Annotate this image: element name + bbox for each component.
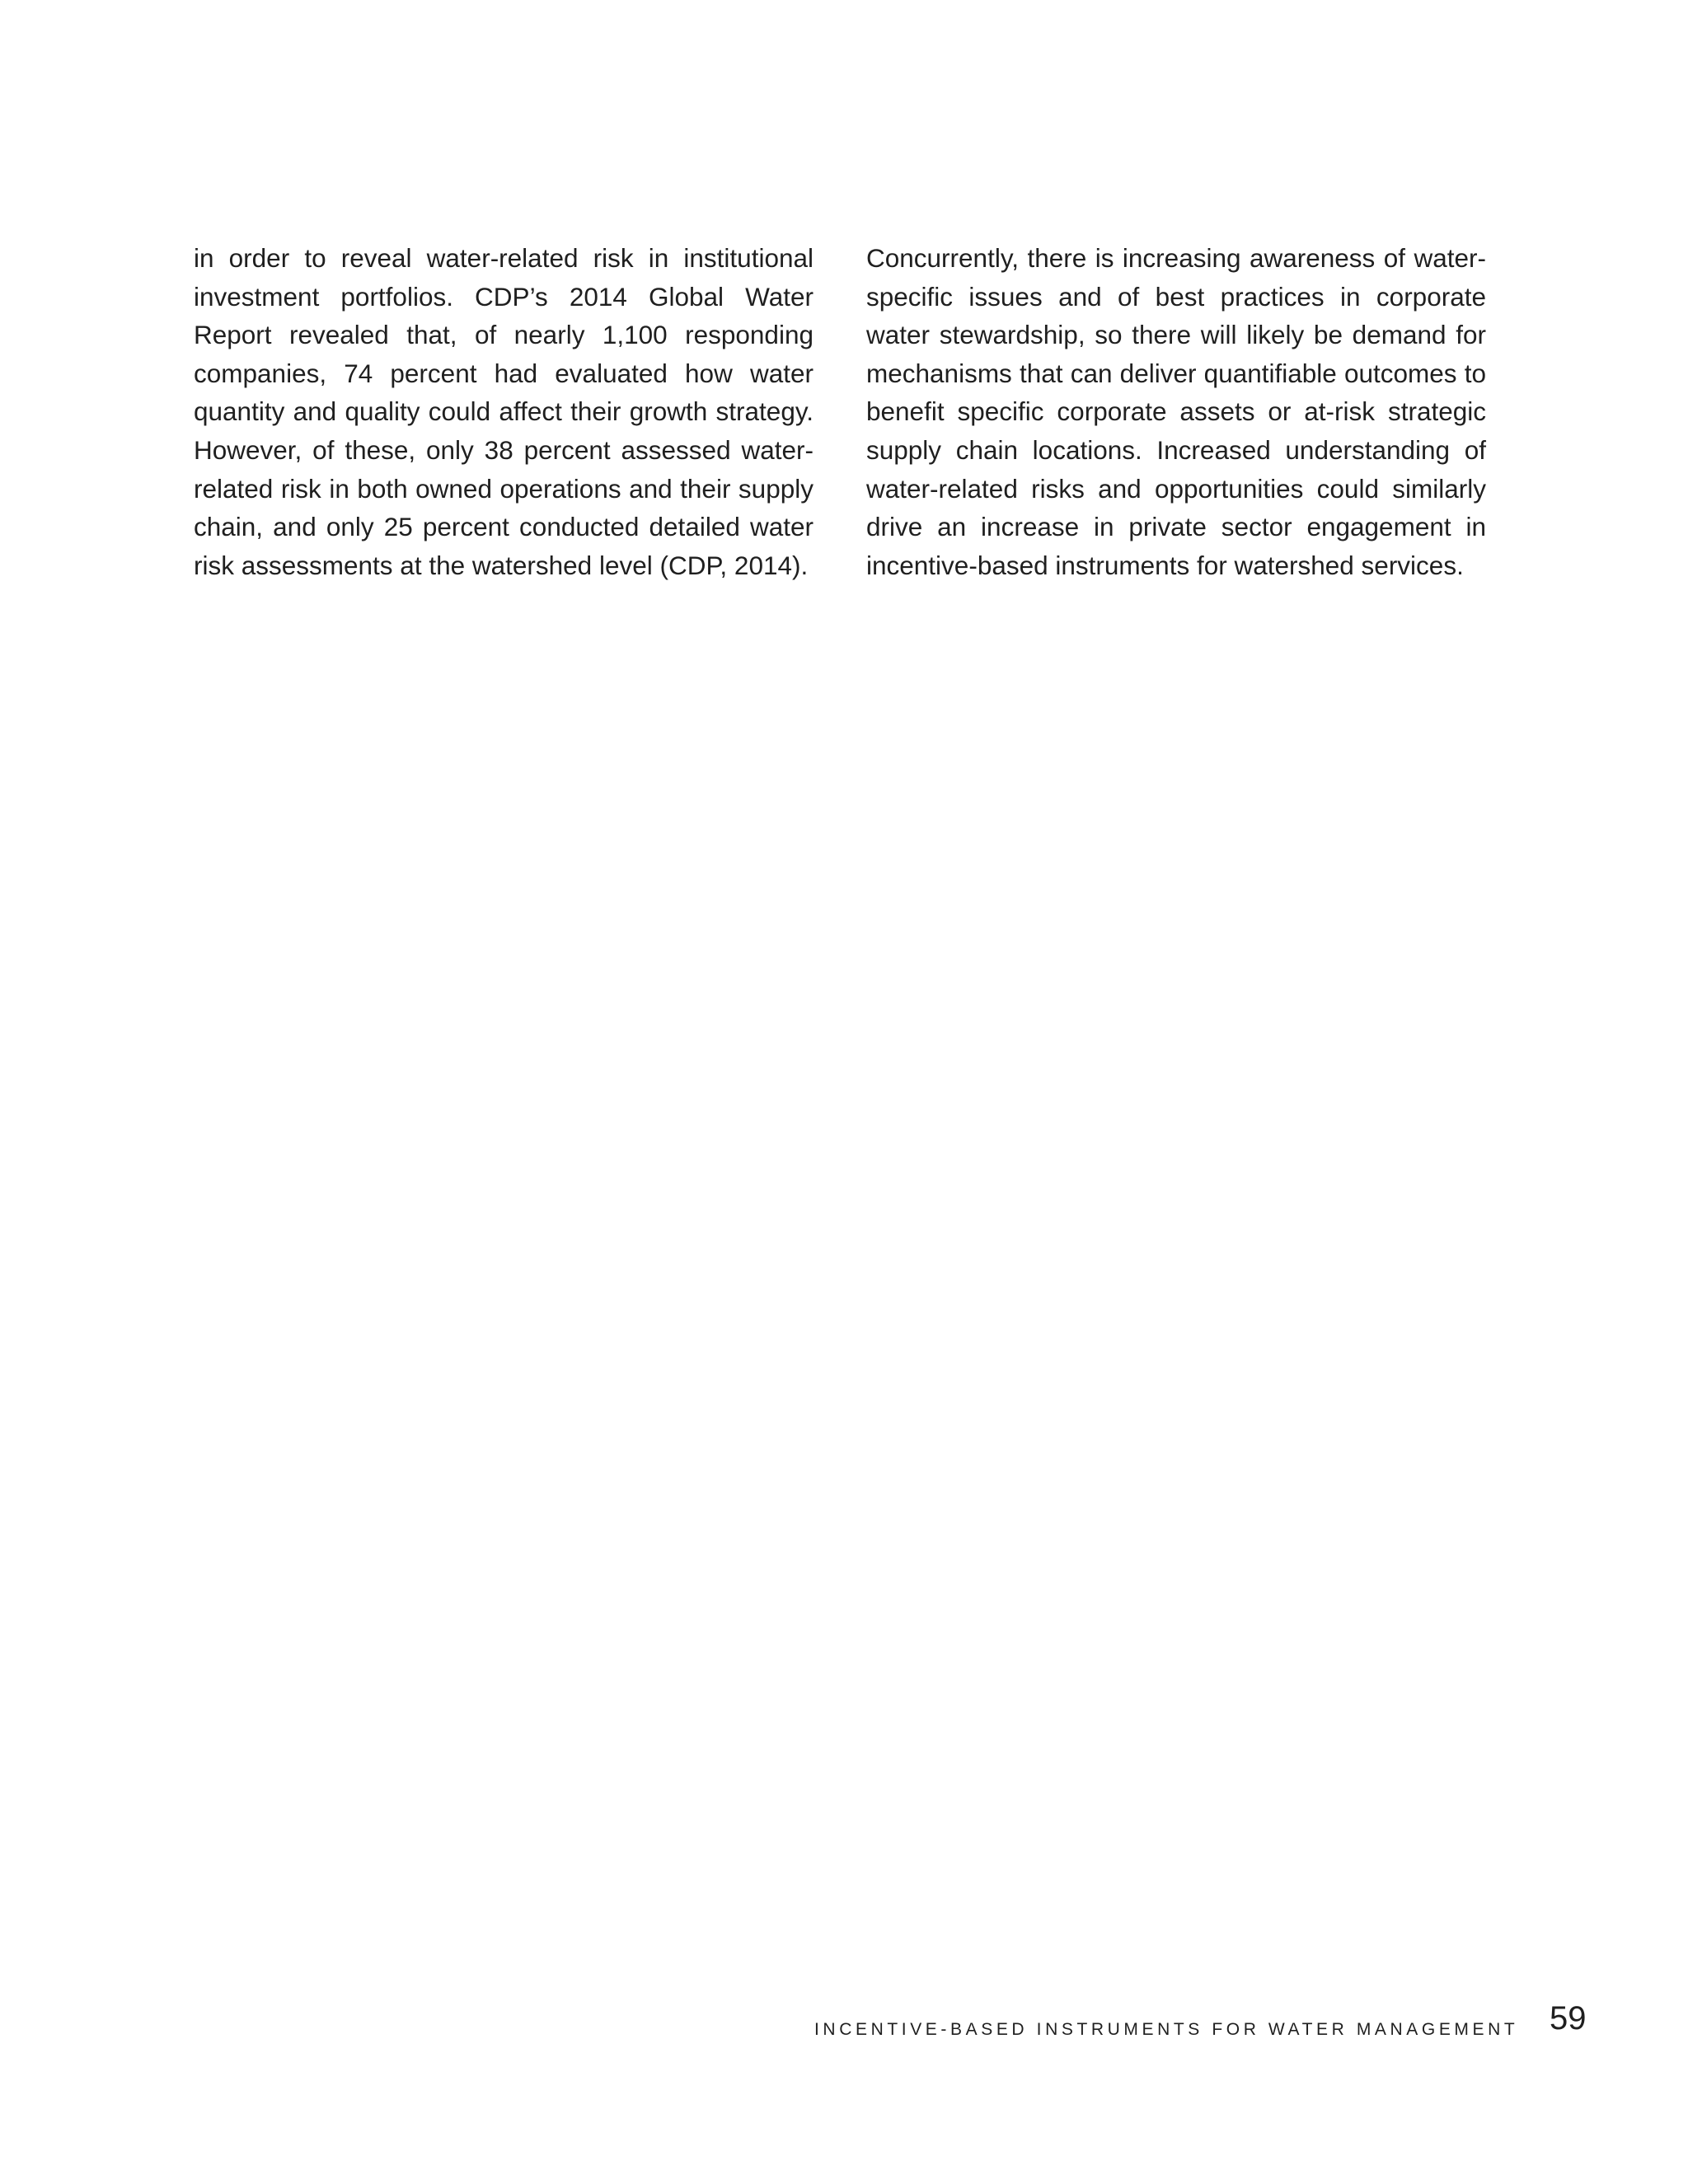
right-column — [866, 239, 1486, 584]
left-column — [194, 239, 814, 584]
page-number: 59 — [1550, 2000, 1587, 2036]
right-column-paragraph: Concurrently, there is increasing awareness of water-specific issues and of best practices in corporate water stewardship, so there will likely be demand for mechanisms that can deliver quantifiable outcomes to benefit specific corporate assets or at-risk strategic supply chain locations. Increased understanding of water-related risks and opportunities could similarly drive an increase in private sector engagement in incentive-based instruments for watershed services. — [866, 243, 1486, 580]
running-footer-title: INCENTIVE-BASED INSTRUMENTS FOR WATER MANAGEMENT — [814, 2020, 1519, 2039]
left-column-paragraph: in order to reveal water-related risk in institutional investment portfolios. CDP’s 2014 Global Water Report revealed that, of nearly 1,100 responding companies, 74 percent had evaluated how water quantity and quality could affect their growth strategy. However, of these, only 38 percent assessed water-related risk in both owned operations and their supply chain, and only 25 percent conducted detailed water risk assessments at the watershed level (CDP, 2014). — [194, 243, 814, 580]
